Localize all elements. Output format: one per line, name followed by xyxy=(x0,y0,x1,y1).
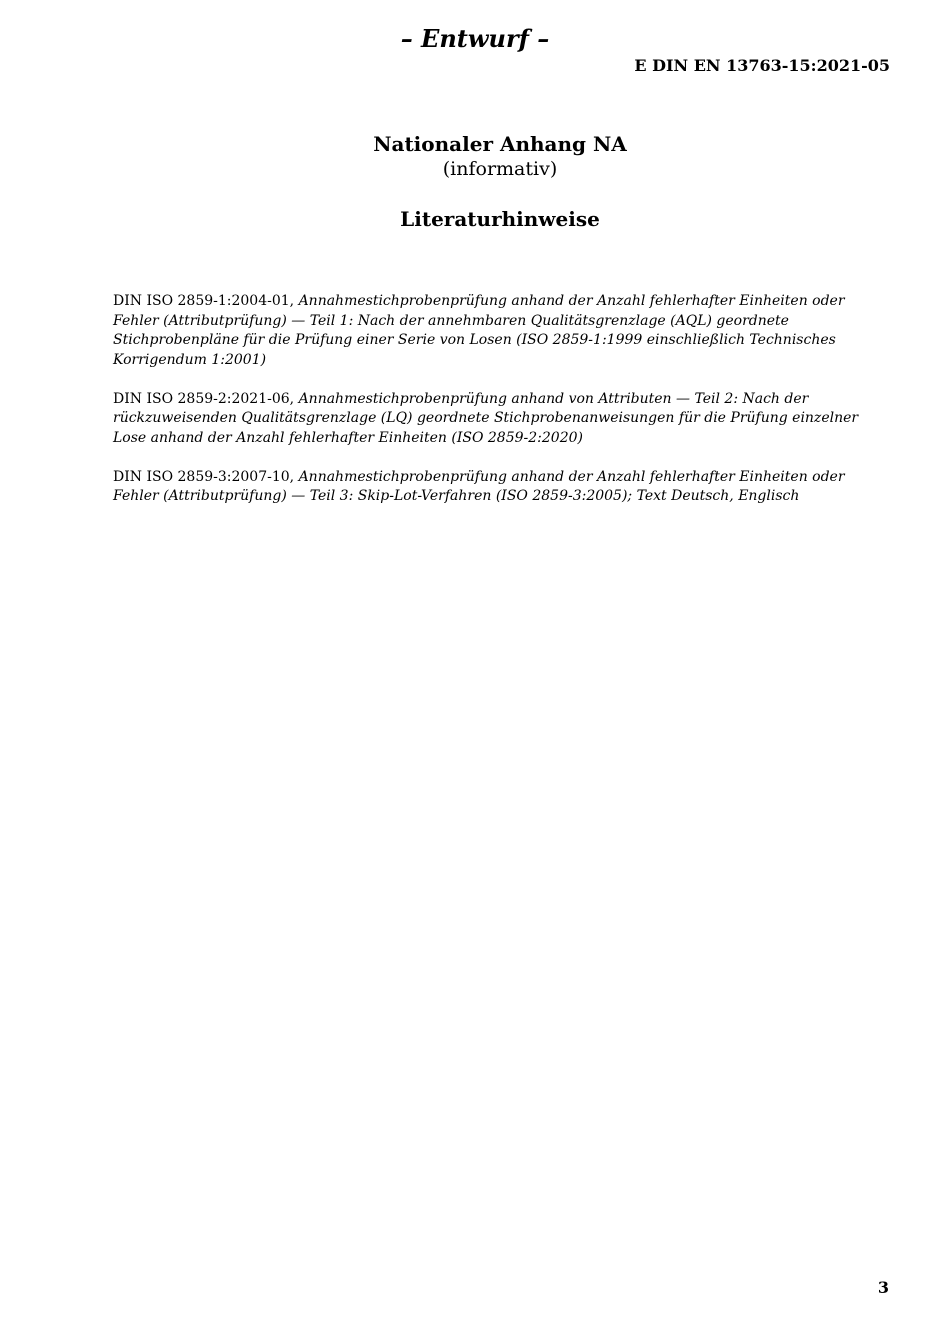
bib-reference: DIN ISO 2859-1:2004-01, xyxy=(113,293,299,309)
annex-title: Nationaler Anhang NA xyxy=(373,132,627,156)
bibliography-entry xyxy=(113,468,888,507)
page-number: 3 xyxy=(877,1278,889,1297)
bibliography-entry xyxy=(113,390,888,449)
bib-title: Annahmestichprobenprüfung anhand der Anzahl fehlerhafter Einheiten oder Fehler (Attributprüfung) — Teil 1: Nach der annehmbaren Qualitätsgrenzlage (AQL) geordnete Stichprobenpläne für die Prüfung einer Serie von Losen (ISO 2859-1:1999 einschließlich Technisches Korrigendum 1:2001) xyxy=(113,293,845,368)
bibliography-entry xyxy=(113,292,888,370)
bib-title: Annahmestichprobenprüfung anhand von Attributen — Teil 2: Nach der rückzuweisenden Qualitätsgrenzlage (LQ) geordnete Stichprobenanweisungen für die Prüfung einzelner Lose anhand der Anzahl fehlerhafter Einheiten (ISO 2859-2:2020) xyxy=(113,390,859,446)
draft-label: – Entwurf – xyxy=(400,24,550,53)
section-heading: Literaturhinweise xyxy=(400,207,600,231)
document-id: E DIN EN 13763-15:2021-05 xyxy=(634,56,890,75)
annex-subtitle: (informativ) xyxy=(442,158,558,180)
bibliography-list xyxy=(113,292,888,526)
bib-reference: DIN ISO 2859-2:2021-06, xyxy=(113,390,299,407)
bib-title: Annahmestichprobenprüfung anhand der Anzahl fehlerhafter Einheiten oder Fehler (Attributprüfung) — Teil 3: Skip-Lot-Verfahren (ISO 2859-3:2005); Text Deutsch, Englisch xyxy=(113,468,845,504)
bib-reference: DIN ISO 2859-3:2007-10, xyxy=(113,468,299,485)
